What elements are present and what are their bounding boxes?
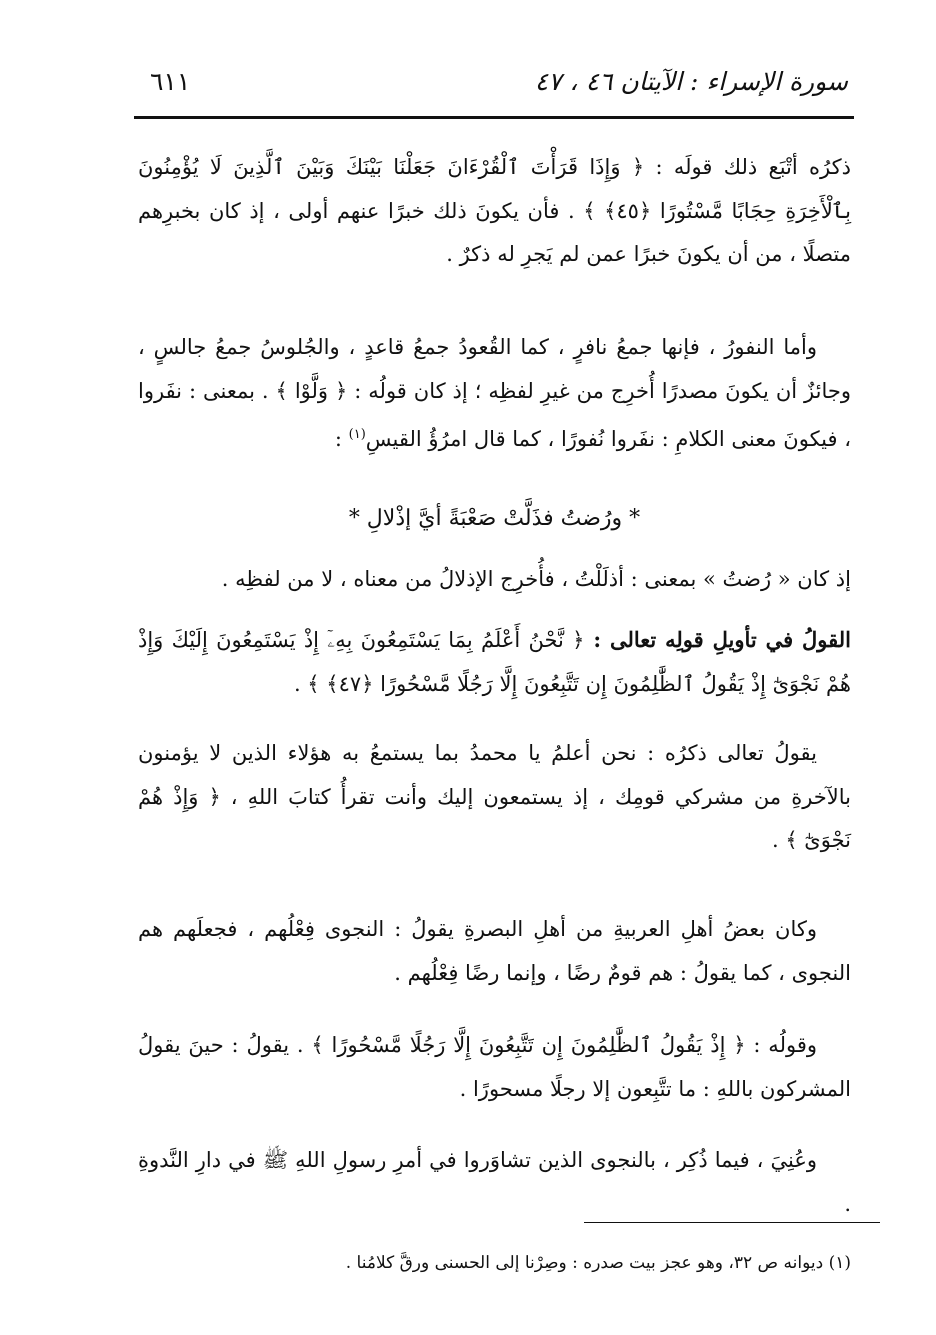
page-header bbox=[140, 62, 848, 102]
header-rule bbox=[134, 116, 854, 119]
page-number: ٦١١ bbox=[150, 67, 191, 96]
quran-verse: ﴿ نَّحْنُ أَعْلَمُ بِمَا يَسْتَمِعُونَ بِهِۦٓ إِذْ يَسْتَمِعُونَ إِلَيْكَ وَإِذْ هُمْ نَجْوَىٰٓ إِذْ يَقُولُ ٱلظَّٰلِمُونَ إِن تَتَّبِعُونَ إِلَّا رَجُلًا مَّسْحُورًا ﴿٤٧﴾ ﴾ . bbox=[138, 628, 851, 696]
page-title: سورة الإسراء : الآيتان ٤٦ ، ٤٧ bbox=[534, 67, 848, 96]
paragraph-5: يقولُ تعالى ذكرُه : نحن أعلمُ يا محمدُ بما يستمعُ به هؤلاء الذين لا يؤمنون بالآخرةِ من مشركي قومِك ، إذ يستمعون إليك وأنت تقرأُ كتابَ اللهِ ، ﴿ وَإِذْ هُمْ نَجْوَىٰٓ ﴾ . bbox=[138, 741, 851, 852]
paragraph-3: إذ كان « رُضتُ » بمعنى : أذلَلْتُ ، فأُخرِج الإذلالُ من معناه ، لا من لفظِه . bbox=[221, 567, 851, 591]
paragraph-6: وكان بعضُ أهلِ العربيةِ من أهلِ البصرةِ يقولُ : النجوى فِعْلُهم ، فجعلَهم هم النجوى ، كما يقولُ : هم قومٌ رضًا ، وإنما رضًا فِعْلُهم . bbox=[138, 917, 851, 985]
paragraph-8: وعُنِيَ ، فيما ذُكِر ، بالنجوى الذين تشاوَروا في أمرِ رسولِ اللهِ ﷺ في دارِ النَّدوةِ . bbox=[138, 1148, 851, 1216]
footnote: (١) ديوانه ص ٣٢، وهو عجز بيت صدره : وصِرْنا إلى الحسنى ورقَّ كلامُنا . bbox=[345, 1253, 851, 1273]
poetry-verse: * ورُضتُ فذَلَّتْ صَعْبَةً أيَّ إذْلالِ * bbox=[348, 506, 641, 531]
paragraph-4 bbox=[138, 618, 851, 706]
paragraph-2-text: وأما النفورُ ، فإنها جمعُ نافرٍ ، كما القُعودُ جمعُ قاعدٍ ، والجُلوسُ جمعُ جالسٍ ، وجائزٌ أن يكونَ مصدرًا أُخرِج من غيرِ لفظِه ؛ إذ كان قولُه : ﴿ وَلَّوْا ﴾ . بمعنى : نفَروا ، فيكونَ معنى الكلامِ : نفَروا نُفورًا ، كما قال امرُؤُ القيسِ bbox=[138, 335, 851, 451]
paragraph-2 bbox=[138, 326, 851, 462]
paragraph-1: ذكرُه أتْبَع ذلك قولَه : ﴿ وَإِذَا قَرَأْتَ ٱلْقُرْءَانَ جَعَلْنَا بَيْنَكَ وَبَيْنَ ٱلَّذِينَ لَا يُؤْمِنُونَ بِٱلْأَخِرَةِ حِجَابًا مَّسْتُورًا ﴿٤٥﴾ ﴾ . فأن يكونَ ذلك خبرًا عنهم أولى ، إذ كان بخبرِهم متصلًا ، من أن يكونَ خبرًا عمن لم يَجرِ له ذكرٌ . bbox=[138, 155, 851, 266]
section-heading: القولُ في تأويلِ قولِه تعالى : bbox=[584, 627, 852, 652]
footnote-marker: (١) bbox=[348, 427, 366, 442]
paragraph-2-tail: : bbox=[334, 427, 349, 451]
footnote-rule bbox=[584, 1222, 880, 1223]
paragraph-7: وقولُه : ﴿ إِذْ يَقُولُ ٱلظَّٰلِمُونَ إِن تَتَّبِعُونَ إِلَّا رَجُلًا مَّسْحُورًا ﴾ . يقولُ : حينَ يقولُ المشركون باللهِ : ما تتَّبِعون إلا رجلًا مسحورًا . bbox=[138, 1033, 851, 1101]
